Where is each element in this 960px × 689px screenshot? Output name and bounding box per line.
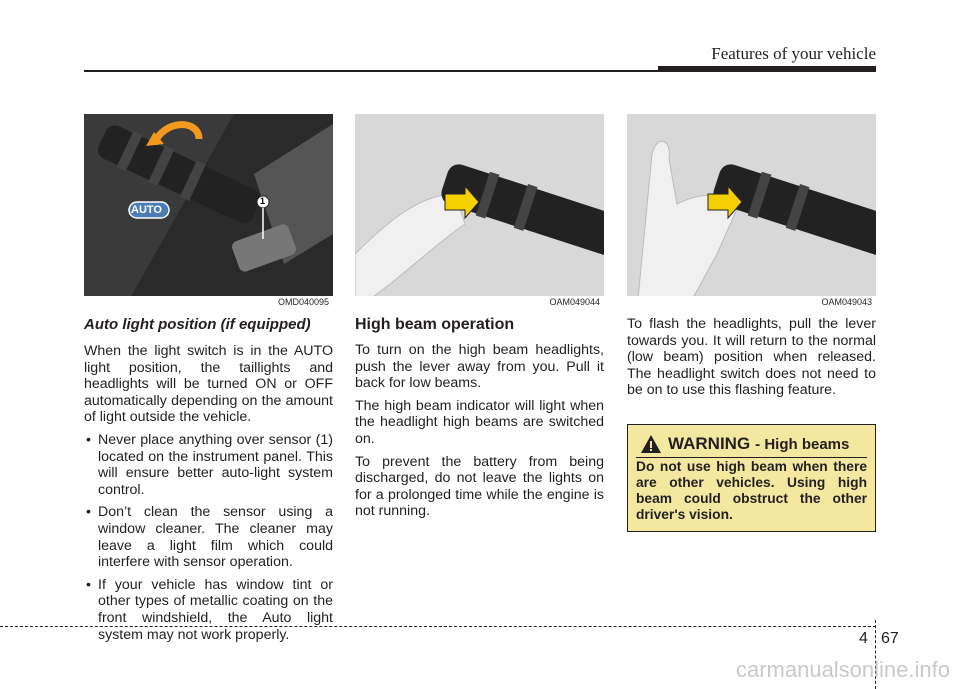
list-item: • Don’t clean the sensor using a window cleaner. The cleaner may leave a light film which could interfere with sensor operation. [84, 504, 333, 570]
section-title: Features of your vehicle [711, 44, 876, 63]
list-item: • If your vehicle has window tint or other types of metallic coating on the front windshield, the Auto light system may not work properly. [84, 577, 333, 643]
figure-code: OAM049044 [549, 297, 600, 307]
warning-box [627, 424, 876, 532]
column-flash [627, 316, 876, 405]
paragraph: The high beam indicator will light when the headlight high beams are switched on. [355, 397, 604, 447]
auto-label: AUTO [131, 204, 162, 216]
footer-rule [0, 626, 876, 627]
paragraph: To turn on the high beam headlights, push the lever away from you. Pull it back for low beams. [355, 342, 604, 392]
column-auto-light [84, 316, 333, 649]
figure-code: OAM049043 [821, 297, 872, 307]
auto-light-heading: Auto light position (if equipped) [84, 316, 311, 333]
figure-flash-headlights [627, 114, 876, 309]
chapter-number: 4 [859, 630, 868, 647]
warning-label: WARNING [668, 434, 751, 453]
warning-body: Do not use high beam when there are other vehicles. Using high beam could obstruct the other driver's vision. [636, 459, 867, 522]
warning-divider [636, 457, 867, 458]
callout-number: 1 [260, 196, 266, 206]
warning-title [640, 433, 849, 455]
warning-icon [640, 434, 662, 454]
warning-subject: - High beams [755, 435, 850, 453]
flash-paragraph: To flash the headlights, pull the lever towards you. It will return to the normal (low beam) position when released. The headlight switch does not need to be on to use this flashing feature. [627, 316, 876, 399]
figure-auto-light [84, 114, 333, 309]
figure-high-beam [355, 114, 604, 309]
column-high-beam [355, 316, 604, 526]
paragraph: To prevent the battery from being discharged, do not leave the lights on for a prolonged time while the engine is not running. [355, 453, 604, 520]
list-item: • Never place anything over sensor (1) located on the instrument panel. This will ensure better auto-light system control. [84, 432, 333, 498]
watermark: carmanualsonline.info [735, 657, 950, 682]
page-number: 67 [881, 630, 899, 647]
header-rule-accent [658, 66, 876, 72]
auto-light-bullets [84, 432, 333, 643]
auto-light-paragraph: When the light switch is in the AUTO light position, the taillights and headlights will be turned ON or OFF automatically depending on the amount of light outside the vehicle. [84, 343, 333, 426]
figure-code: OMD040095 [277, 297, 329, 307]
high-beam-heading: High beam operation [355, 316, 515, 333]
